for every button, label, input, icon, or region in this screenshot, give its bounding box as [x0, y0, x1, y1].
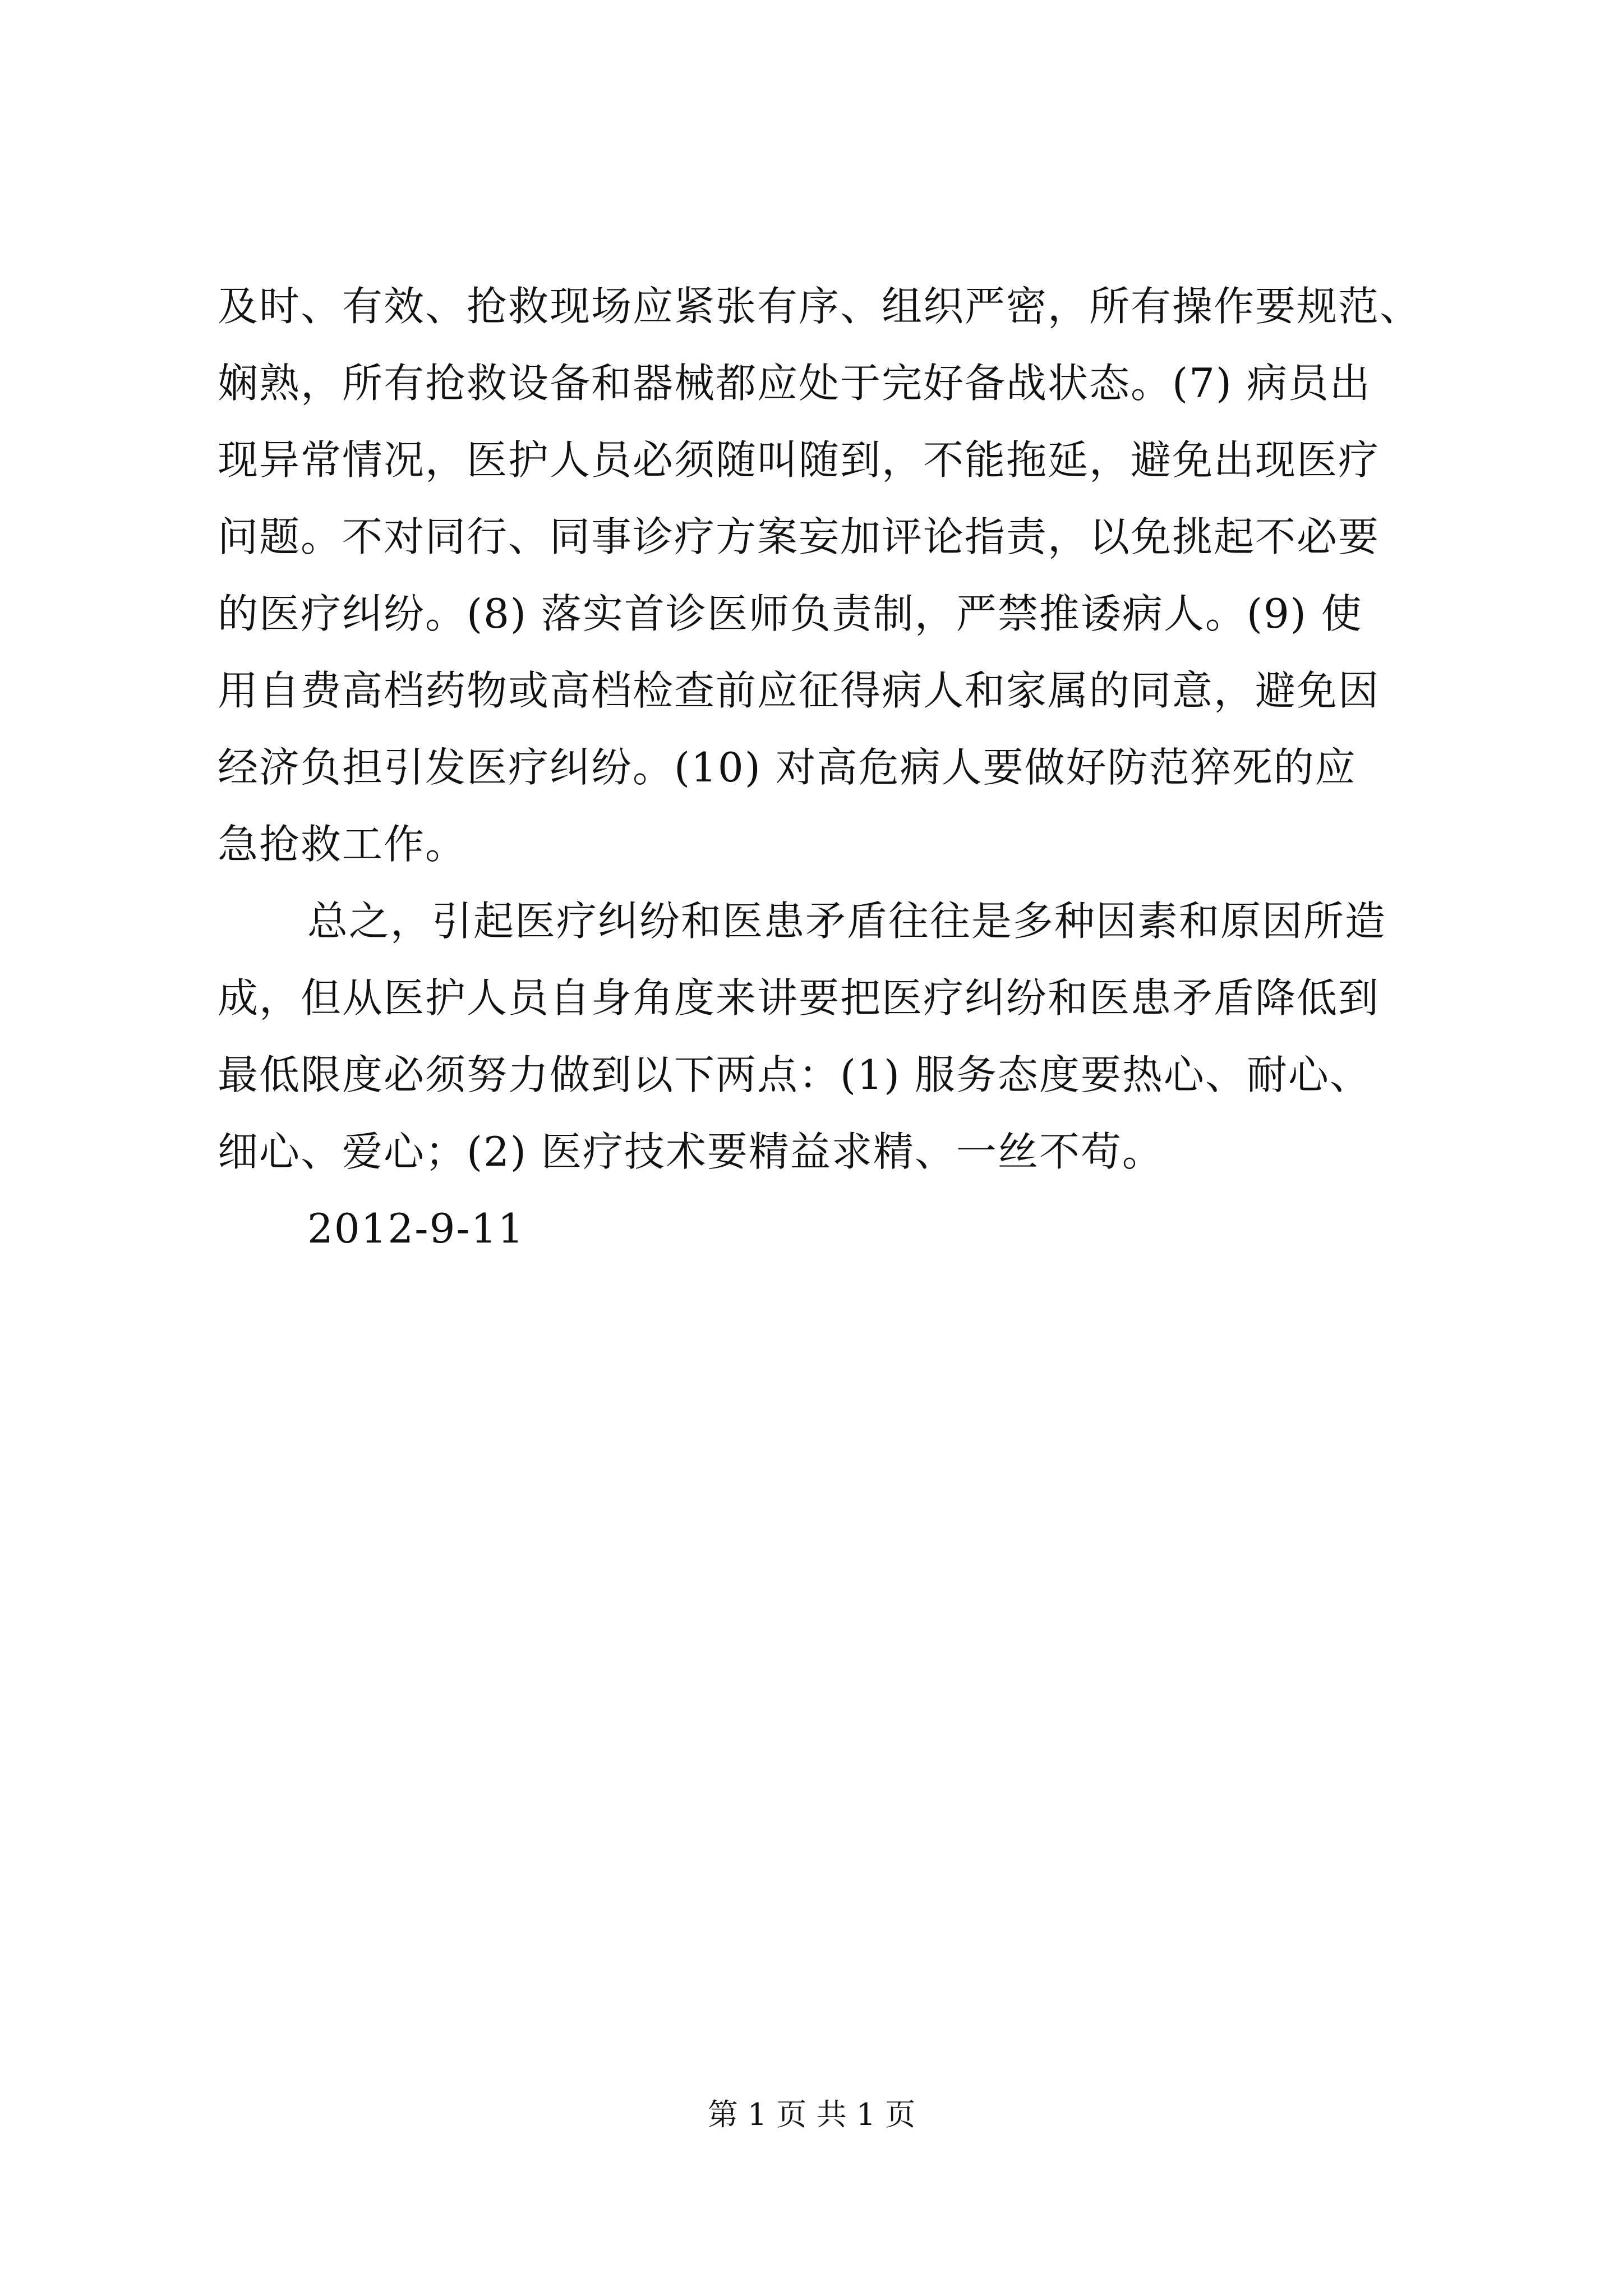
paragraph-line: 急抢救工作。	[218, 821, 467, 868]
paragraph-line: 及时、有效、抢救现场应紧张有序、组织严密，所有操作要规范、	[218, 283, 1422, 330]
paragraph-line: 总之，引起医疗纠纷和医患矛盾往往是多种因素和原因所造	[307, 898, 1387, 945]
paragraph-1	[218, 268, 1435, 883]
paragraph-line: 最低限度必须努力做到以下两点：(1) 服务态度要热心、耐心、	[218, 1051, 1371, 1098]
paragraph-line: 的医疗纠纷。(8) 落实首诊医师负责制，严禁推诿病人。(9) 使	[218, 590, 1363, 637]
paragraph-line: 经济负担引发医疗纠纷。(10) 对高危病人要做好防范猝死的应	[218, 744, 1357, 791]
document-date: 2012-9-11	[307, 1205, 525, 1252]
paragraph-line: 用自费高档药物或高档检查前应征得病人和家属的同意，避免因	[218, 667, 1380, 714]
document-body	[218, 268, 1435, 1267]
page-footer: 第 1 页 共 1 页	[707, 2097, 916, 2132]
paragraph-line: 问题。不对同行、同事诊疗方案妄加评论指责，以免挑起不必要	[218, 513, 1380, 560]
paragraph-line: 娴熟，所有抢救设备和器械都应处于完好备战状态。(7) 病员出	[218, 360, 1371, 407]
paragraph-2	[218, 883, 1435, 1190]
paragraph-line: 成，但从医护人员自身角度来讲要把医疗纠纷和医患矛盾降低到	[218, 974, 1380, 1022]
paragraph-line: 现异常情况，医护人员必须随叫随到，不能拖延，避免出现医疗	[218, 436, 1380, 484]
paragraph-line: 细心、爱心；(2) 医疗技术要精益求精、一丝不苟。	[218, 1128, 1164, 1175]
